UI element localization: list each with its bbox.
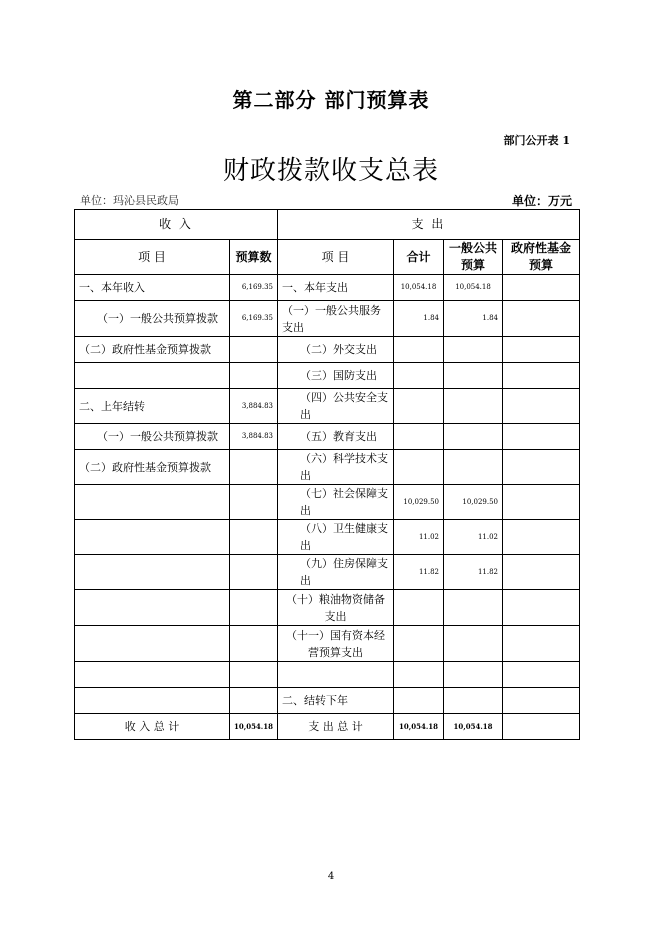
col-budget: 预算数 (230, 240, 278, 275)
income-value (230, 337, 278, 363)
income-item: （二）政府性基金预算拨款 (75, 337, 230, 363)
table-row (75, 363, 580, 389)
income-value (230, 450, 278, 485)
budget-table (74, 209, 580, 740)
col-expense-item: 项 目 (278, 240, 394, 275)
expense-fund (503, 363, 580, 389)
table-row (75, 275, 580, 301)
expense-item: （八）卫生健康支出 (278, 520, 394, 555)
expense-general: 10,054.18 (444, 275, 503, 301)
expense-total (394, 424, 444, 450)
expense-header: 支 出 (278, 210, 580, 240)
income-item (75, 590, 230, 626)
income-total-label: 收 入 总 计 (75, 714, 230, 740)
expense-total: 11.02 (394, 520, 444, 555)
expense-general: 11.82 (444, 555, 503, 590)
income-item: 一、本年收入 (75, 275, 230, 301)
table-row (75, 389, 580, 424)
expense-item: （七）社会保障支出 (278, 485, 394, 520)
income-item (75, 363, 230, 389)
expense-total (394, 626, 444, 662)
col-total: 合计 (394, 240, 444, 275)
expense-total (394, 662, 444, 688)
expense-item: （一）一般公共服务支出 (278, 301, 394, 337)
section-header-row (75, 210, 580, 240)
expense-fund (503, 275, 580, 301)
income-value: 3,884.83 (230, 424, 278, 450)
expense-fund (503, 688, 580, 714)
expense-fund (503, 301, 580, 337)
expense-item: （二）外交支出 (278, 337, 394, 363)
table-row (75, 590, 580, 626)
expense-item: （十一）国有资本经营预算支出 (278, 626, 394, 662)
unit-currency: 单位：万元 (511, 194, 572, 208)
total-row (75, 714, 580, 740)
expense-total (394, 590, 444, 626)
expense-total: 10,054.18 (394, 275, 444, 301)
expense-total (394, 688, 444, 714)
income-value (230, 520, 278, 555)
expense-total: 1.84 (394, 301, 444, 337)
table-row (75, 626, 580, 662)
expense-general (444, 363, 503, 389)
income-value (230, 363, 278, 389)
expense-general: 1.84 (444, 301, 503, 337)
expense-item: （十）粮油物资储备支出 (278, 590, 394, 626)
table-row (75, 688, 580, 714)
income-item (75, 485, 230, 520)
income-value: 6,169.35 (230, 275, 278, 301)
expense-total: 10,029.50 (394, 485, 444, 520)
income-item (75, 520, 230, 555)
expense-general (444, 337, 503, 363)
expense-general (444, 424, 503, 450)
expense-fund (503, 520, 580, 555)
expense-fund (503, 337, 580, 363)
unit-organization: 单位：玛沁县民政局 (80, 194, 179, 207)
income-value (230, 662, 278, 688)
income-value: 6,169.35 (230, 301, 278, 337)
table-row (75, 662, 580, 688)
income-item: 二、上年结转 (75, 389, 230, 424)
expense-total (394, 450, 444, 485)
table-row (75, 555, 580, 590)
page-number: 4 (327, 871, 335, 882)
expense-fund-total (503, 714, 580, 740)
income-item (75, 555, 230, 590)
part-title: 第二部分 部门预算表 (232, 88, 430, 112)
col-general-budget: 一般公共预算 (444, 240, 503, 275)
table-row (75, 520, 580, 555)
income-item (75, 626, 230, 662)
column-header-row (75, 240, 580, 275)
income-item: （一）一般公共预算拨款 (75, 424, 230, 450)
income-item (75, 662, 230, 688)
expense-total-label: 支 出 总 计 (278, 714, 394, 740)
income-item: （一）一般公共预算拨款 (75, 301, 230, 337)
expense-item: （九）住房保障支出 (278, 555, 394, 590)
expense-general (444, 688, 503, 714)
expense-fund (503, 555, 580, 590)
expense-fund (503, 485, 580, 520)
income-item (75, 688, 230, 714)
income-value (230, 590, 278, 626)
page-title: 财政拨款收支总表 (222, 156, 439, 186)
expense-item (278, 662, 394, 688)
income-header: 收 入 (75, 210, 278, 240)
income-value (230, 688, 278, 714)
expense-general-total: 10,054.18 (444, 714, 503, 740)
col-fund-budget: 政府性基金预算 (503, 240, 580, 275)
expense-item: （三）国防支出 (278, 363, 394, 389)
expense-fund (503, 450, 580, 485)
expense-item: 一、本年支出 (278, 275, 394, 301)
expense-item: （六）科学技术支出 (278, 450, 394, 485)
income-value (230, 626, 278, 662)
expense-total-value: 10,054.18 (394, 714, 444, 740)
expense-general: 11.02 (444, 520, 503, 555)
income-item: （二）政府性基金预算拨款 (75, 450, 230, 485)
income-value (230, 555, 278, 590)
expense-general (444, 450, 503, 485)
expense-fund (503, 590, 580, 626)
expense-total (394, 337, 444, 363)
col-income-item: 项 目 (75, 240, 230, 275)
table-number: 部门公开表 1 (503, 134, 570, 147)
income-value: 3,884.83 (230, 389, 278, 424)
expense-fund (503, 662, 580, 688)
table-row (75, 450, 580, 485)
expense-total (394, 389, 444, 424)
expense-item: （四）公共安全支出 (278, 389, 394, 424)
expense-fund (503, 626, 580, 662)
expense-total (394, 363, 444, 389)
table-row (75, 424, 580, 450)
expense-general (444, 590, 503, 626)
table-row (75, 485, 580, 520)
expense-item: 二、结转下年 (278, 688, 394, 714)
expense-general (444, 389, 503, 424)
income-total-value: 10,054.18 (230, 714, 278, 740)
income-value (230, 485, 278, 520)
expense-item: （五）教育支出 (278, 424, 394, 450)
expense-fund (503, 389, 580, 424)
expense-general (444, 626, 503, 662)
expense-general: 10,029.50 (444, 485, 503, 520)
table-row (75, 301, 580, 337)
expense-general (444, 662, 503, 688)
expense-total: 11.82 (394, 555, 444, 590)
expense-fund (503, 424, 580, 450)
table-row (75, 337, 580, 363)
